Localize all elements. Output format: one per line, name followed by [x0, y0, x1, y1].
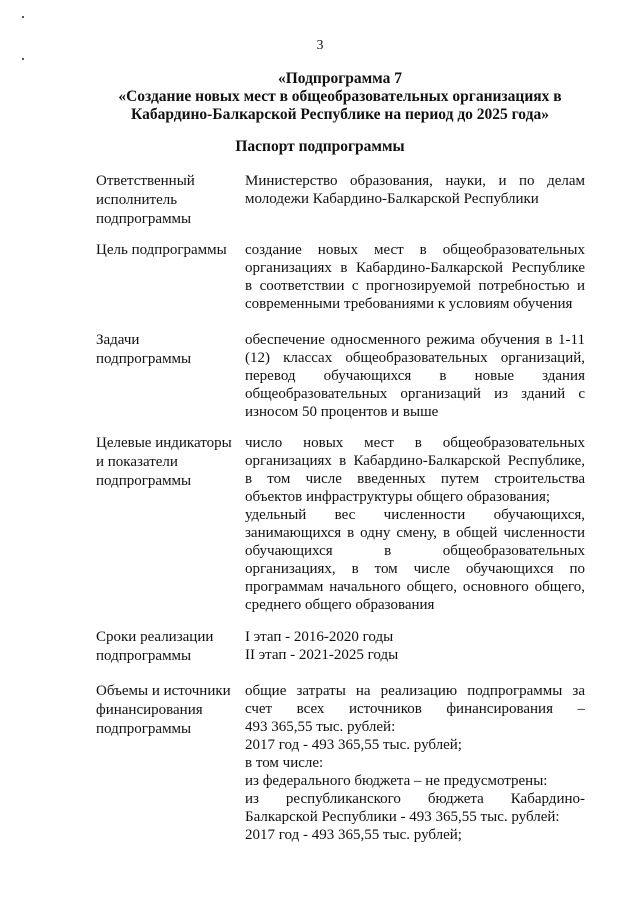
value-line: среднего общего образования	[245, 597, 435, 613]
value-line: II этап - 2021-2025 годы	[245, 647, 399, 663]
value-line: из республиканского бюджета Кабардино-	[245, 791, 585, 807]
value-line: молодежи Кабардино-Балкарской Республики	[245, 191, 539, 207]
value-line: организациях в Кабардино-Балкарской Республике	[245, 260, 585, 276]
value-line: общие затраты на реализацию подпрограммы за	[245, 683, 585, 699]
value-line: обеспечение односменного режима обучения в 1-11	[245, 332, 585, 348]
value-line: создание новых мест в общеобразовательных	[245, 242, 585, 258]
value-line: в том числе:	[245, 755, 324, 771]
value-line: счет всех источников финансирования –	[245, 701, 585, 717]
row-value	[245, 682, 585, 844]
value-line: организациях в Кабардино-Балкарской Республике,	[245, 453, 585, 469]
row-value	[245, 628, 585, 664]
value-line: общеобразовательных организаций из зданий с	[245, 386, 585, 402]
value-line: в соответствии с прогнозируемой потребностью и	[245, 278, 585, 294]
label-line: подпрограммы	[96, 351, 192, 367]
value-line: программам начального общего, основного общего,	[245, 579, 585, 595]
passport-heading: Паспорт подпрограммы	[235, 138, 405, 155]
value-line: организациях, в том числе обучающихся по	[245, 561, 585, 577]
value-line: обучающихся в общеобразовательных	[245, 543, 585, 559]
value-line: Балкарской Республики - 493 365,55 тыс. рублей:	[245, 809, 560, 825]
row-value	[245, 172, 585, 208]
page-number: 3	[316, 38, 324, 53]
title-line: «Подпрограмма 7	[277, 70, 403, 87]
scan-mark	[22, 58, 24, 60]
value-line: Министерство образования, науки, и по делам	[245, 173, 585, 189]
row-label	[96, 628, 238, 666]
value-line: занимающихся в одну смену, в общей численности	[245, 525, 585, 541]
row-label	[96, 172, 238, 229]
subprogram-title	[90, 70, 590, 124]
row-label	[96, 241, 238, 260]
label-line: финансирования	[96, 702, 203, 718]
label-line: Сроки реализации	[96, 629, 214, 645]
row-value	[245, 434, 585, 614]
value-line: из федерального бюджета – не предусмотрены:	[245, 773, 548, 789]
value-line: в том числе введенных путем строительства	[245, 471, 585, 487]
label-line: подпрограммы	[96, 721, 192, 737]
label-line: Целевые индикаторы	[96, 435, 232, 451]
scan-mark	[22, 16, 24, 18]
label-line: Ответственный	[96, 173, 195, 189]
value-line: износом 50 процентов и выше	[245, 404, 439, 420]
label-line: Объемы и источники	[96, 683, 231, 699]
title-line: Кабардино-Балкарской Республике на период до 2025 года»	[131, 106, 549, 123]
label-line: подпрограммы	[96, 473, 192, 489]
label-line: подпрограммы	[96, 648, 192, 664]
value-line: перевод обучающихся в новые здания	[245, 368, 585, 384]
value-line: число новых мест в общеобразовательных	[245, 435, 585, 451]
title-line: «Создание новых мест в общеобразовательных организациях в	[118, 88, 562, 105]
value-line: (12) классах общеобразовательных организаций,	[245, 350, 585, 366]
value-line: I этап - 2016-2020 годы	[245, 629, 394, 645]
label-line: Задачи	[96, 332, 140, 348]
label-line: Цель подпрограммы	[96, 242, 227, 258]
row-label	[96, 331, 238, 369]
row-label	[96, 682, 238, 739]
value-line: удельный вес численности обучающихся,	[245, 507, 585, 523]
row-value	[245, 241, 585, 313]
label-line: и показатели	[96, 454, 178, 470]
value-line: 2017 год - 493 365,55 тыс. рублей;	[245, 827, 462, 843]
value-line: 493 365,55 тыс. рублей:	[245, 719, 396, 735]
row-label	[96, 434, 238, 491]
value-line: объектов инфраструктуры общего образования;	[245, 489, 551, 505]
label-line: подпрограммы	[96, 211, 192, 227]
row-value	[245, 331, 585, 421]
label-line: исполнитель	[96, 192, 178, 208]
value-line: современными требованиями к условиям обучения	[245, 296, 573, 312]
value-line: 2017 год - 493 365,55 тыс. рублей;	[245, 737, 462, 753]
